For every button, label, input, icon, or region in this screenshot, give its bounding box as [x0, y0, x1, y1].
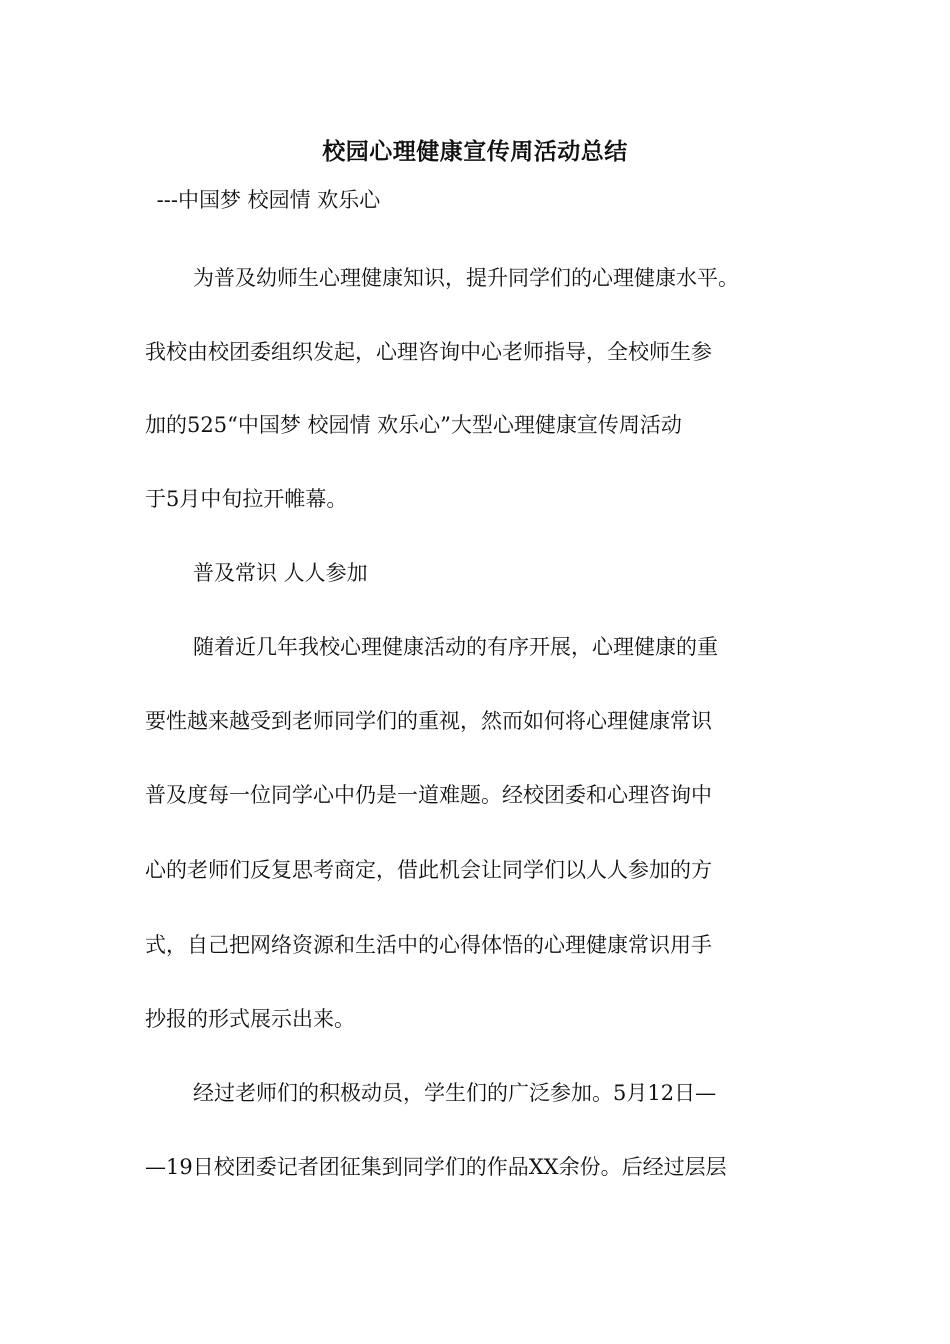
section-heading: 普及常识 人人参加: [193, 561, 368, 585]
paragraph-line: 抄报的形式展示出来。: [145, 1007, 355, 1031]
paragraph-line: 式，自己把网络资源和生活中的心得体悟的心理健康常识用手: [145, 933, 712, 957]
paragraph-line: 于5月中旬拉开帷幕。: [145, 487, 348, 511]
paragraph-line: 普及度每一位同学心中仍是一道难题。经校团委和心理咨询中: [145, 783, 712, 807]
paragraph-line: 随着近几年我校心理健康活动的有序开展，心理健康的重: [193, 635, 718, 659]
paragraph-line: 要性越来越受到老师同学们的重视，然而如何将心理健康常识: [145, 709, 712, 733]
document-subtitle: ---中国梦 校园情 欢乐心: [150, 188, 381, 212]
document-title: 校园心理健康宣传周活动总结: [322, 138, 628, 165]
paragraph-line: 心的老师们反复思考商定，借此机会让同学们以人人参加的方: [145, 858, 712, 882]
paragraph-line: 为普及幼师生心理健康知识，提升同学们的心理健康水平。: [193, 266, 739, 290]
paragraph-line: 加的525“中国梦 校园情 欢乐心”大型心理健康宣传周活动: [145, 413, 682, 437]
paragraph-line: 我校由校团委组织发起，心理咨询中心老师指导，全校师生参: [145, 340, 712, 364]
paragraph-line: 经过老师们的积极动员，学生们的广泛参加。5月12日—: [193, 1081, 717, 1105]
paragraph-line: —19日校团委记者团征集到同学们的作品XX余份。后经过层层: [145, 1155, 727, 1179]
